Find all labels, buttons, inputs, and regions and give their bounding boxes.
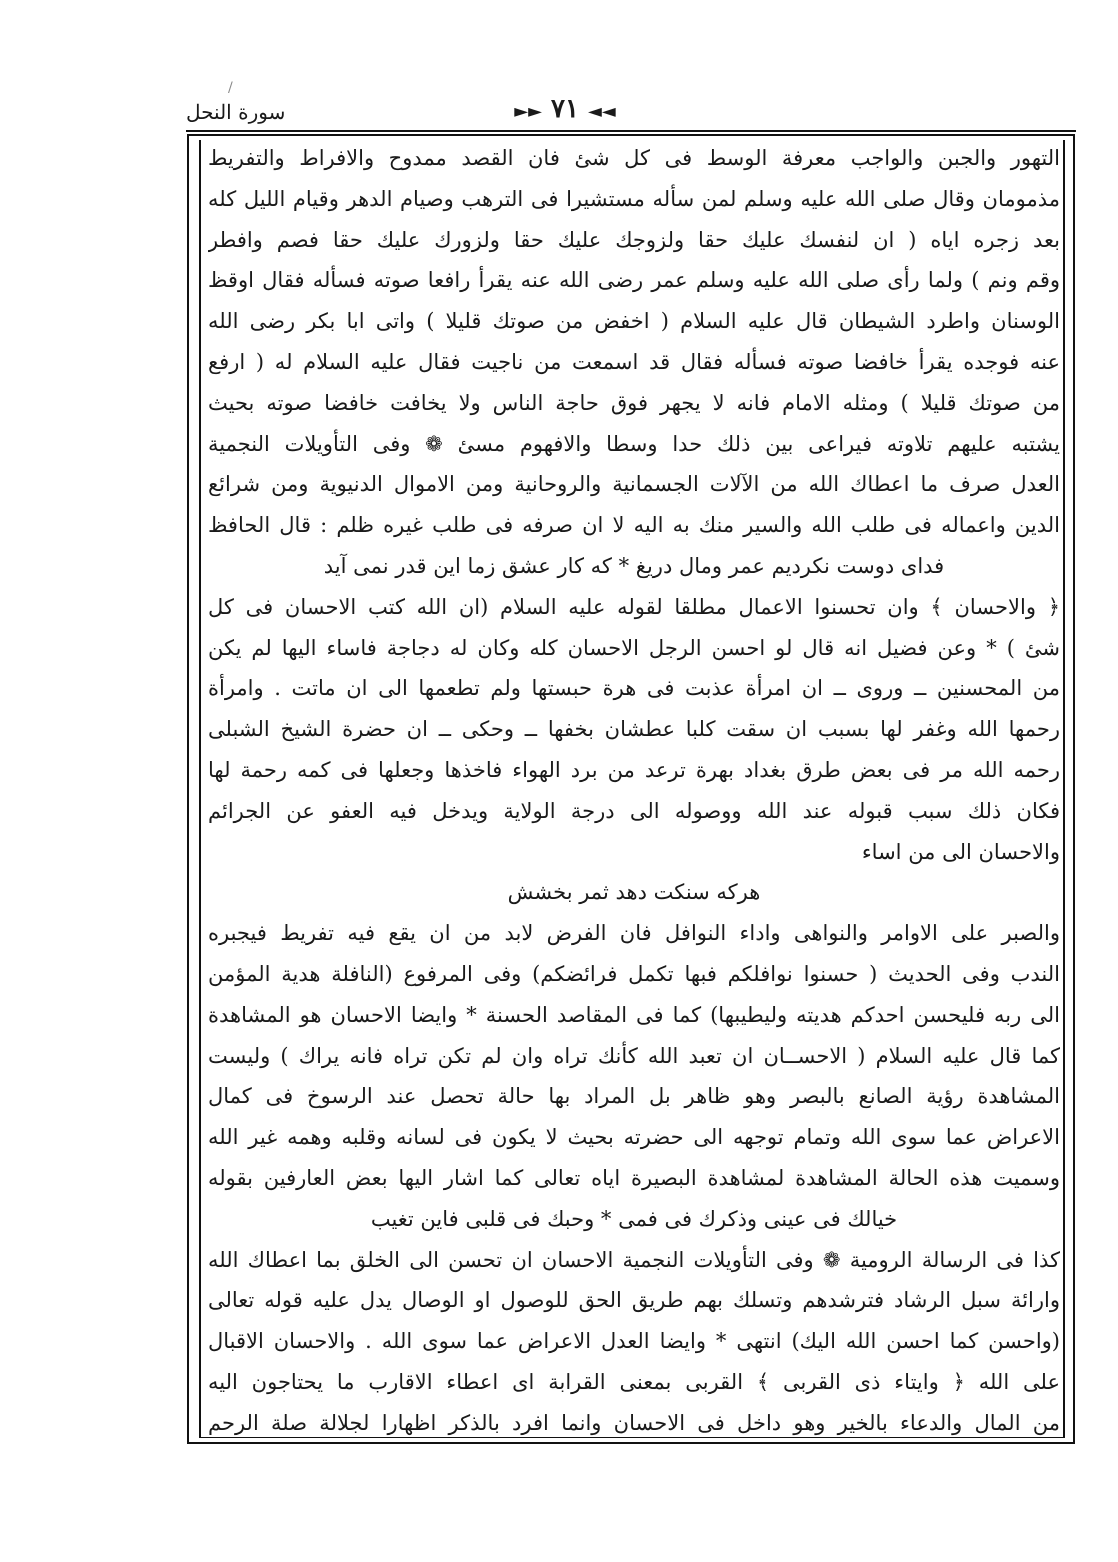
- text-line: الندب وفى الحديث ( حسنوا نوافلكم فبها تكمل فرائضكم) وفى المرفوع (النافلة هدية المؤمن: [208, 961, 1060, 986]
- page-number-value: ٧١: [551, 94, 579, 124]
- text-line: بعد زجره اياه ( ان لنفسك عليك حقا ولزوجك عليك حقا ولزورك عليك حقا فصم وافطر: [208, 227, 1060, 252]
- body-text: [208, 138, 1060, 1444]
- text-line: المشاهدة رؤية الصانع بالبصر وهو ظاهر بل المراد بها حالة تحصل عند الرسوخ فى كمال: [208, 1084, 1060, 1109]
- text-line: (واحسن كما احسن الله اليك) انتهى * وايضا العدل الاعراض عما سوى الله . والاحسان الاقبال: [208, 1329, 1060, 1354]
- header-rule: [186, 130, 1076, 132]
- text-line: من المال والدعاء بالخير وهو داخل فى الاحسان وانما افرد بالذكر اظهارا لجلالة صلة الرحم: [208, 1410, 1060, 1435]
- text-line: كما قال عليه السلام ( الاحســان ان تعبد الله كأنك تراه وان لم تكن تراه فانه يراك ) وليست: [208, 1043, 1060, 1068]
- text-line: شئ ) * وعن فضيل انه قال لو احسن الرجل الاحسان كله وكان له دجاجة فاساء اليها لم يكن: [208, 635, 1060, 660]
- text-line: من المحسنين ــ وروى ــ ان امرأة عذبت فى هرة حبستها ولم تطعمها الى ان ماتت . وامرأة: [208, 676, 1060, 701]
- text-line: الاعراض عما سوى الله وتمام توجهه الى حضرته بحيث لا يكون فى لسانه وقلبه وهمه غير الله: [208, 1125, 1060, 1150]
- text-line: مذمومان وقال صلى الله عليه وسلم لمن سأله مستشيرا فى الترهب وصيام الدهر وقيام الليل كله: [208, 186, 1060, 211]
- margin-mark: /: [228, 80, 233, 96]
- text-line: العدل صرف ما اعطاك الله من الآلات الجسمانية والروحانية ومن الاموال الدنيوية ومن شرائع: [208, 472, 1060, 497]
- text-line: من صوتك قليلا ) ومثله الامام فانه لا يجهر فوق حاجة الناس ولا يخافت خافضا صوته بحيث: [208, 390, 1060, 415]
- verse-line: هركه سنكت دهد ثمر بخشش: [507, 880, 761, 905]
- text-line: وارائة سبل الرشاد فترشدهم وتسلك بهم طريق الحق للوصول او الوصال يدل عليه قوله تعالى: [208, 1288, 1060, 1313]
- ornament-left: ◄◄: [588, 101, 616, 122]
- text-line: على الله ﴿ وايتاء ذى القربى ﴾ القربى بمعنى القرابة اى اعطاء الاقارب ما يحتاجون اليه: [208, 1369, 1060, 1394]
- text-line: وسميت هذه الحالة المشاهدة لمشاهدة البصيرة اياه تعالى كما اشار اليها بعض العارفين بقوله: [208, 1165, 1060, 1190]
- text-line: التهور والجبن والواجب معرفة الوسط فى كل شئ فان القصد ممدوح والافراط والتفريط: [208, 146, 1060, 170]
- verse-line: خيالك فى عينى وذكرك فى فمى * وحبك فى قلبى فاين تغيب: [370, 1206, 898, 1231]
- text-line: ﴿ والاحسان ﴾ وان تحسنوا الاعمال مطلقا لقوله عليه السلام (ان الله كتب الاحسان فى كل: [208, 594, 1060, 619]
- text-line: والصبر على الاوامر والنواهى واداء النوافل فان الفرض لابد من ان يقع فيه تفريط فيجبره: [208, 921, 1060, 946]
- verse-line: فداى دوست نكرديم عمر ومال دريغ * كه كار عشق زما اين قدر نمى آيد: [323, 553, 945, 578]
- text-line: عنه فوجده يقرأ خافضا صوته فسأله فقال قد اسمعت من ناجيت فقال عليه السلام له ( ارفع: [208, 349, 1060, 374]
- text-line: الدين واعماله فى طلب الله والسير منك به اليه لا ان صرفه فى طلب غيره ظلم : قال الحافظ: [208, 513, 1060, 538]
- surah-title: سورة النحل: [186, 100, 286, 124]
- text-line: فكان ذلك سبب قبوله عند الله ووصوله الى درجة الولاية ويدخل فيه العفو عن الجرائم: [208, 798, 1060, 823]
- text-line: وقم ونم ) ولما رأى صلى الله عليه وسلم عمر رضى الله عنه يقرأ رافعا صوته فسأله فقال اوقظ: [208, 268, 1060, 293]
- text-line: رحمها الله وغفر لها بسبب ان سقت كلبا عطشان بخفها ــ وحكى ــ ان حضرة الشيخ الشبلى: [208, 717, 1060, 742]
- page-number: [500, 94, 630, 124]
- text-line: الى ربه فليحسن احدكم هديته وليطيبها) كما فى المقاصد الحسنة * وايضا الاحسان هو المشاهدة: [208, 1002, 1060, 1027]
- text-line: رحمه الله مر فى بعض طرق بغداد بهرة ترعد من برد الهواء فاخذها وجعلها فى كمه رحمة لها: [208, 757, 1060, 782]
- ornament-right: ►►: [514, 101, 542, 122]
- text-line: كذا فى الرسالة الرومية ❁ وفى التأويلات النجمية الاحسان ان تحسن الى الخلق بما اعطاك الله: [208, 1247, 1060, 1272]
- text-line: الوسنان واطرد الشيطان قال عليه السلام ( اخفض من صوتك قليلا ) واتى ابا بكر رضى الله: [208, 309, 1060, 334]
- text-line: والاحسان الى من اساء: [861, 839, 1060, 864]
- text-line: يشتبه عليهم تلاوته فيراعى بين ذلك حدا وسطا والافهوم مسئ ❁ وفى التأويلات النجمية: [208, 431, 1060, 456]
